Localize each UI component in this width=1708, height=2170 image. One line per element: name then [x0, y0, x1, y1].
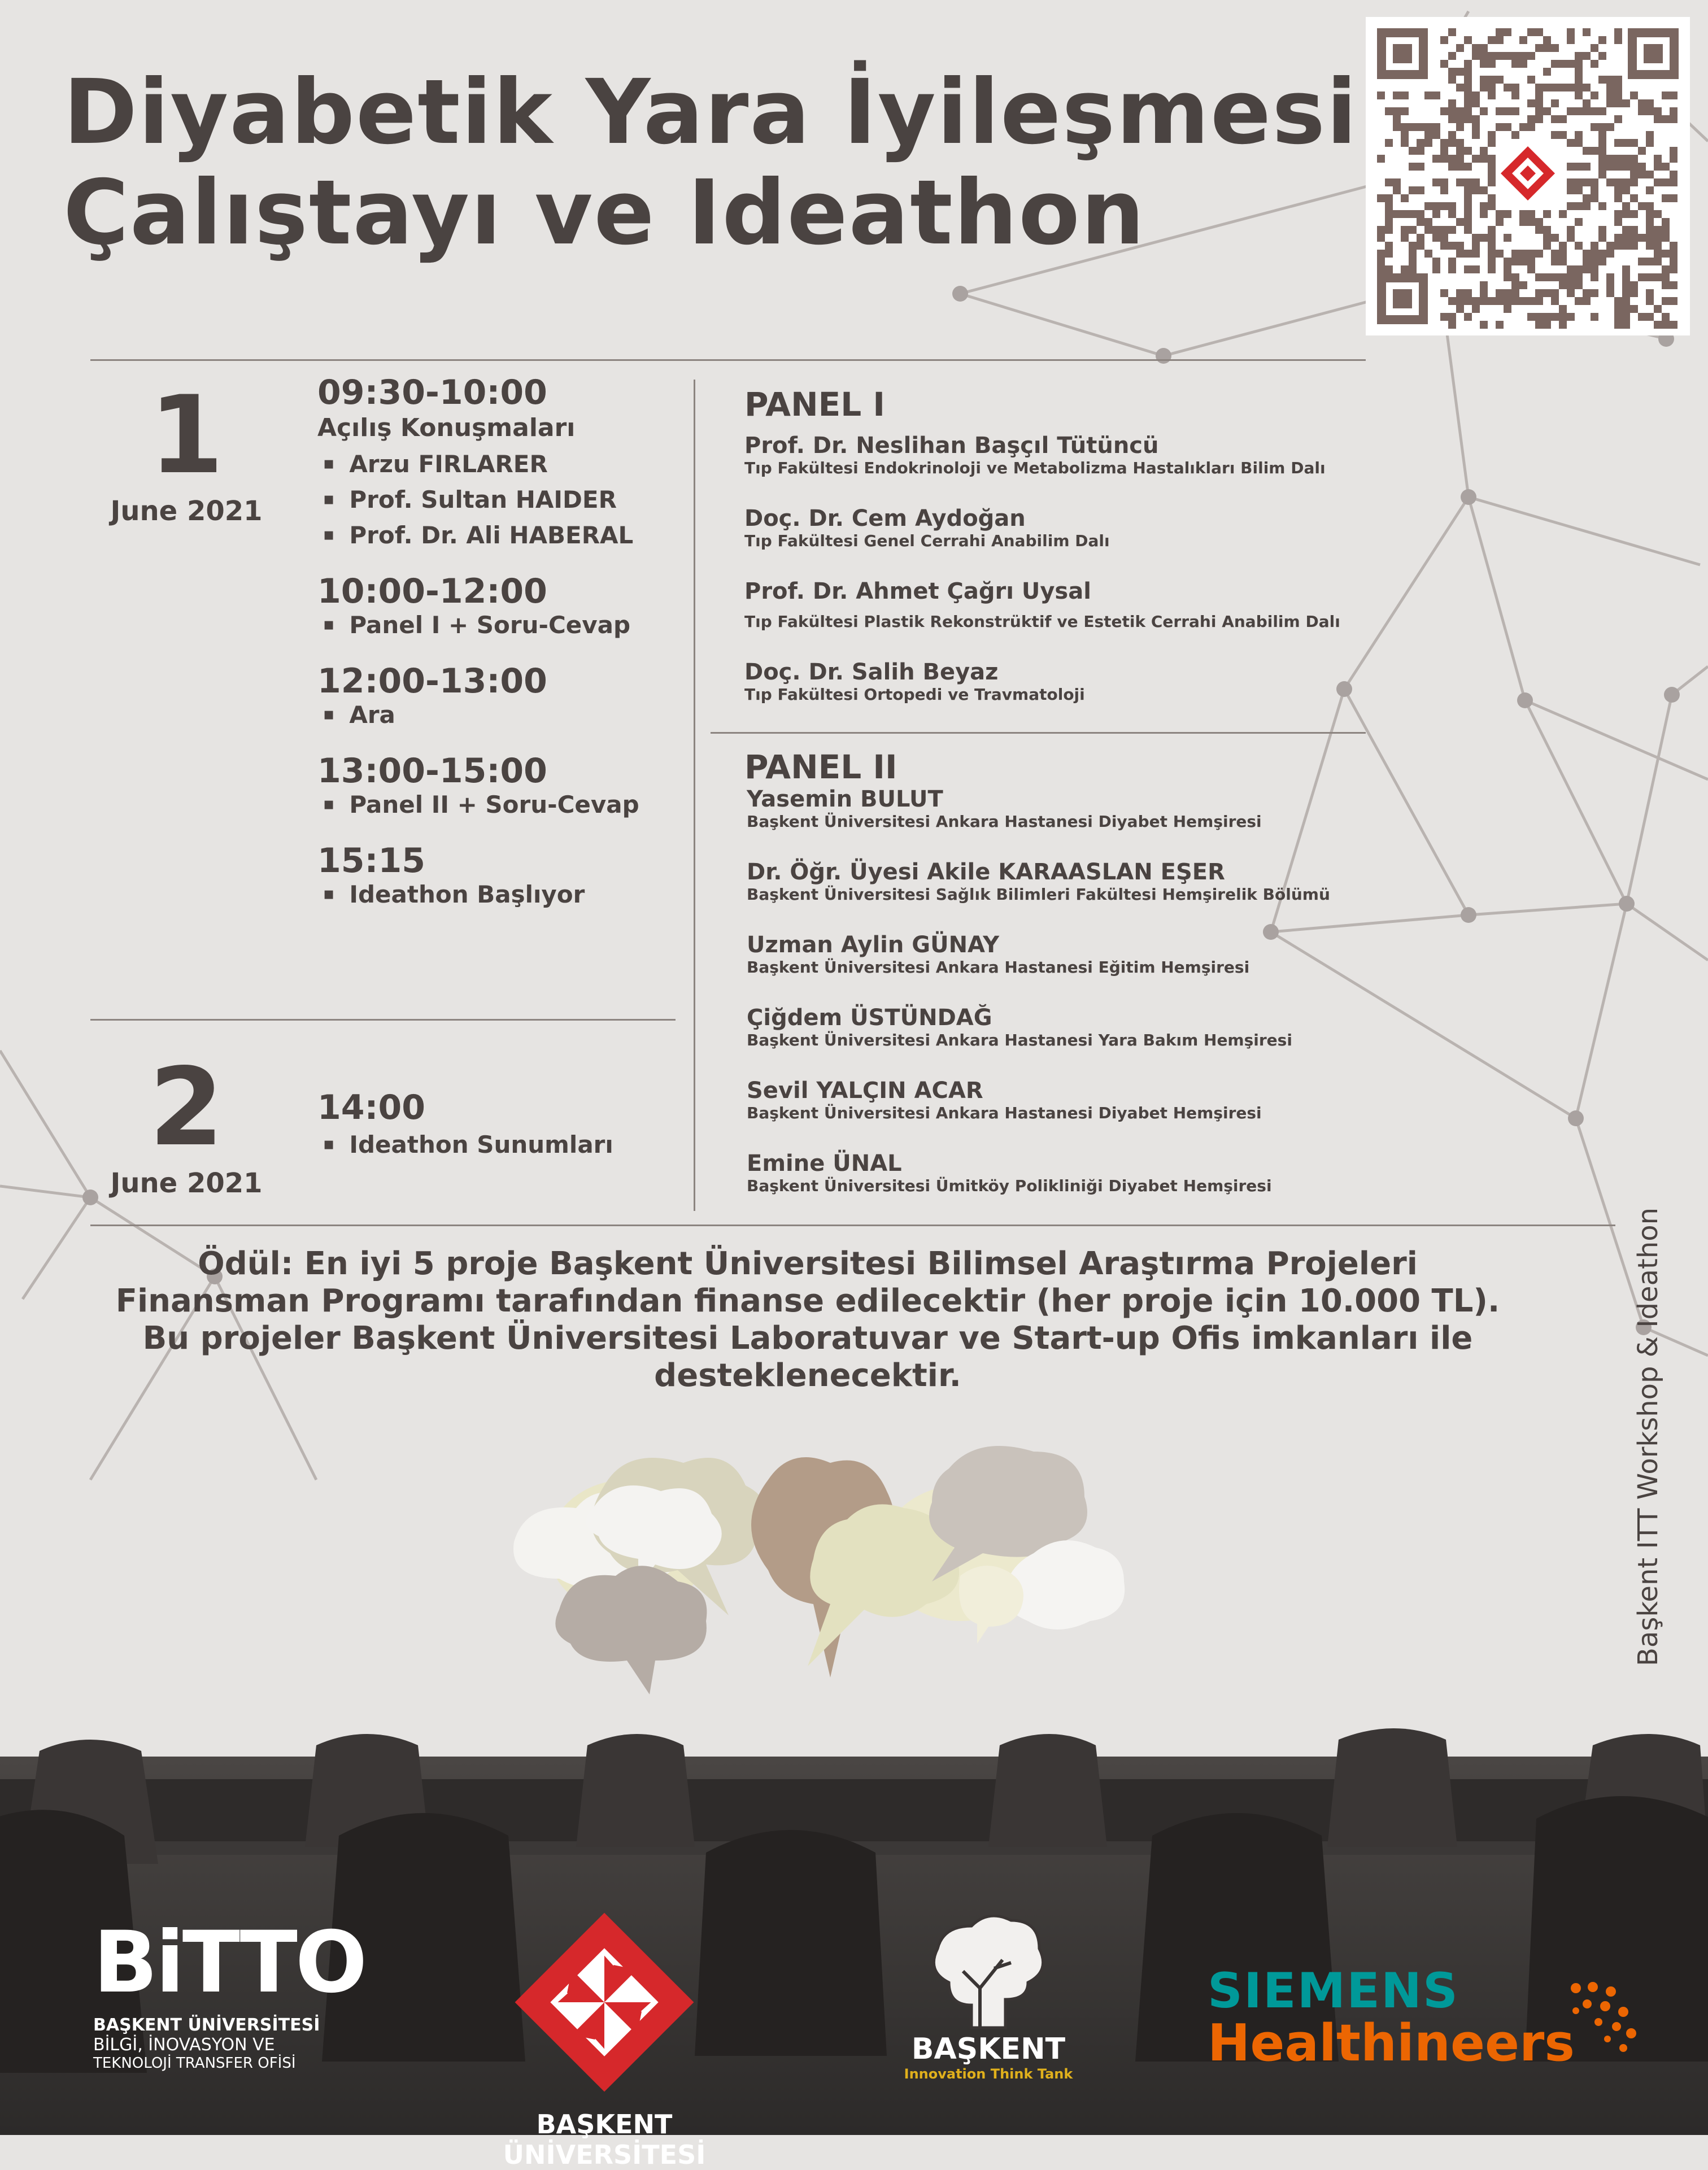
day2-block	[93, 1045, 280, 1199]
panel-speaker-name: Prof. Dr. Neslihan Başçıl Tütüncü	[744, 433, 1159, 459]
panel-speaker-affiliation: Tıp Fakültesi Plastik Rekonstrüktif ve Estetik Cerrahi Anabilim Dalı	[744, 612, 1340, 631]
schedule-item: ▪ Ideathon Sunumları	[323, 1131, 613, 1158]
panel-speaker-affiliation: Tıp Fakültesi Ortopedi ve Travmatoloji	[744, 685, 1085, 704]
baskent-university-name: BAŞKENT ÜNİVERSİTESİ	[503, 2109, 706, 2170]
panel-speaker-affiliation: Başkent Üniversitesi Ankara Hastanesi Diyabet Hemşiresi	[747, 1104, 1262, 1122]
qr-code-icon	[1366, 17, 1690, 335]
award-line: Ödül: En iyi 5 proje Başkent Üniversitesi Bilimsel Araştırma Projeleri	[198, 1245, 1418, 1282]
award-line: desteklenecektir.	[654, 1357, 961, 1394]
panel2	[744, 748, 1366, 1195]
award-line: Bu projeler Başkent Üniversitesi Laboratuvar ve Start-up Ofis imkanları ile	[142, 1320, 1473, 1357]
baskent-university-logo	[446, 1909, 762, 2170]
panel-speaker-affiliation: Başkent Üniversitesi Ankara Hastanesi Diyabet Hemşiresi	[747, 812, 1262, 831]
panel-speaker-affiliation: Tıp Fakültesi Genel Cerrahi Anabilim Dalı	[744, 531, 1110, 550]
schedule-item: ▪ Ara	[323, 701, 639, 729]
bitto-mark: BiTTO	[93, 1914, 365, 2012]
panel-speaker-name: Doç. Dr. Cem Aydoğan	[744, 506, 1026, 531]
schedule-item: ▪ Panel II + Soru-Cevap	[323, 791, 639, 818]
panel1	[744, 385, 1366, 704]
bitto-line3: TEKNOLOJİ TRANSFER OFİSİ	[93, 2055, 296, 2072]
qr-code[interactable]	[1366, 17, 1690, 335]
panel-speaker-affiliation: Başkent Üniversitesi Sağlık Bilimleri Fakültesi Hemşirelik Bölümü	[747, 885, 1330, 904]
panel-speaker-name: Sevil YALÇIN ACAR	[747, 1078, 983, 1104]
panel-speaker-name: Çiğdem ÜSTÜNDAĞ	[747, 1005, 992, 1031]
panel-speaker-affiliation: Başkent Üniversitesi Ankara Hastanesi Eğitim Hemşiresi	[747, 958, 1250, 977]
panel-speaker-name: Doç. Dr. Salih Beyaz	[744, 659, 999, 685]
panel-speaker-name: Prof. Dr. Ahmet Çağrı Uysal	[744, 578, 1091, 604]
panel-speaker-affiliation: Başkent Üniversitesi Ümitköy Polikliniği Diyabet Hemşiresi	[747, 1176, 1272, 1195]
siemens-dots-icon	[1565, 1977, 1644, 2062]
panel-speaker-affiliation: Başkent Üniversitesi Ankara Hastanesi Yara Bakım Hemşiresi	[747, 1031, 1292, 1049]
itt-logo	[904, 1915, 1073, 2082]
day1-block	[93, 373, 280, 527]
bitto-line1: BAŞKENT ÜNİVERSİTESİ	[93, 2015, 320, 2035]
award-line: Finansman Programı tarafından finanse edilecektir (her proje için 10.000 TL).	[115, 1283, 1500, 1319]
siemens-healthineers-logo	[1208, 1963, 1575, 2073]
day1-date: June 2021	[110, 495, 263, 527]
title-line-2: Çalıştayı ve Ideathon	[63, 161, 1146, 265]
day2-date: June 2021	[110, 1167, 263, 1199]
speech-bubbles-illustration	[497, 1446, 1175, 1728]
panel-speaker-name: Emine ÜNAL	[747, 1151, 902, 1176]
bitto-logo	[93, 1914, 365, 2072]
day1-number: 1	[149, 373, 224, 498]
brain-tree-icon	[926, 1915, 1051, 2033]
schedule-time: 13:00-15:00	[317, 751, 547, 791]
schedule-subtitle: Açılış Konuşmaları	[317, 413, 576, 442]
panel-speaker-affiliation: Tıp Fakültesi Endokrinoloji ve Metabolizma Hastalıkları Bilim Dalı	[744, 459, 1326, 477]
title-line-1: Diyabetik Yara İyileşmesi	[63, 60, 1358, 164]
award-text	[85, 1245, 1531, 1395]
speaker-item: ▪ Prof. Sultan HAIDER	[323, 483, 639, 519]
schedule-time: 14:00	[317, 1088, 425, 1127]
itt-tagline: Innovation Think Tank	[904, 2066, 1073, 2082]
schedule-time: 12:00-13:00	[317, 661, 547, 701]
panel-speaker-name: Yasemin BULUT	[747, 786, 943, 812]
schedule-item: ▪ Panel I + Soru-Cevap	[323, 611, 639, 639]
schedule-time: 15:15	[317, 841, 425, 881]
page-title	[63, 62, 1358, 263]
itt-name: BAŞKENT	[911, 2032, 1066, 2066]
bitto-line2: BİLGİ, İNOVASYON VE	[93, 2035, 275, 2055]
speaker-item: ▪ Prof. Dr. Ali HABERAL	[323, 519, 639, 555]
panel2-title: PANEL II	[744, 748, 897, 786]
side-caption: Başkent ITT Workshop & Ideathon	[1632, 1207, 1664, 1666]
speaker-item: ▪ Arzu FIRLARER	[323, 448, 639, 483]
baskent-emblem-icon	[511, 1909, 698, 2095]
siemens-line1: SIEMENS	[1208, 1963, 1459, 2019]
day2-schedule	[317, 1088, 613, 1158]
day2-number: 2	[149, 1045, 224, 1170]
siemens-line2: Healthineers	[1208, 2014, 1575, 2073]
schedule-item: ▪ Ideathon Başlıyor	[323, 881, 639, 908]
panel-speaker-name: Dr. Öğr. Üyesi Akile KARAASLAN EŞER	[747, 859, 1225, 885]
day1-schedule	[317, 373, 639, 908]
panel1-title: PANEL I	[744, 385, 885, 424]
schedule-time: 09:30-10:00	[317, 373, 547, 412]
panel-speaker-name: Uzman Aylin GÜNAY	[747, 932, 1000, 958]
schedule-time: 10:00-12:00	[317, 572, 547, 611]
